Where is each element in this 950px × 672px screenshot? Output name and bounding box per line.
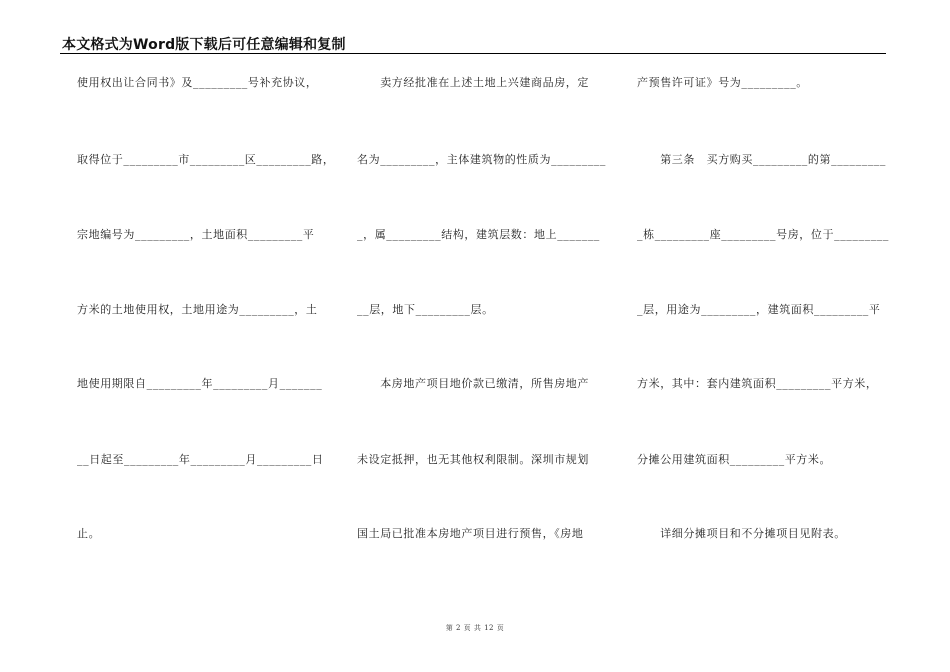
text-line: 第三条 买方购买_________的第_________ [637, 153, 886, 166]
text-line: 名为_________，主体建筑物的性质为_________ [357, 153, 606, 166]
text-line: 分摊公用建筑面积_________平方米。 [637, 453, 832, 466]
text-line: _，属_________结构，建筑层数：地上_______ [357, 228, 600, 241]
text-line: 使用权出让合同书》及_________号补充协议， [77, 76, 318, 89]
text-line: _栋_________座_________号房，位于_________ [637, 228, 889, 241]
document-header-title: 本文格式为Word版下载后可任意编辑和复制 [62, 37, 346, 53]
text-line: __层，地下_________层。 [357, 303, 494, 316]
text-line: 方米，其中：套内建筑面积_________平方米， [637, 377, 878, 390]
text-line: 详细分摊项目和不分摊项目见附表。 [637, 527, 846, 540]
header-divider [60, 53, 886, 54]
text-line: 地使用期限自_________年_________月_______ [77, 377, 323, 390]
text-line: 产预售许可证》号为_________。 [637, 76, 808, 89]
text-line: 宗地编号为_________，土地面积_________平 [77, 228, 315, 241]
text-line: _层，用途为_________，建筑面积_________平 [637, 303, 881, 316]
text-line: 国土局已批准本房地产项目进行预售，《房地 [357, 527, 584, 540]
text-line: 止。 [77, 527, 101, 540]
text-line: 未设定抵押，也无其他权利限制。深圳市规划 [357, 453, 589, 466]
text-line: 取得位于_________市_________区_________路， [77, 153, 335, 166]
text-line: 卖方经批准在上述土地上兴建商品房，定 [357, 76, 589, 89]
text-line: 本房地产项目地价款已缴清，所售房地产 [357, 377, 589, 390]
page-number-footer: 第 2 页 共 12 页 [445, 624, 505, 632]
text-line: __日起至_________年_________月_________日 [77, 453, 324, 466]
text-line: 方米的土地使用权，土地用途为_________，土 [77, 303, 318, 316]
